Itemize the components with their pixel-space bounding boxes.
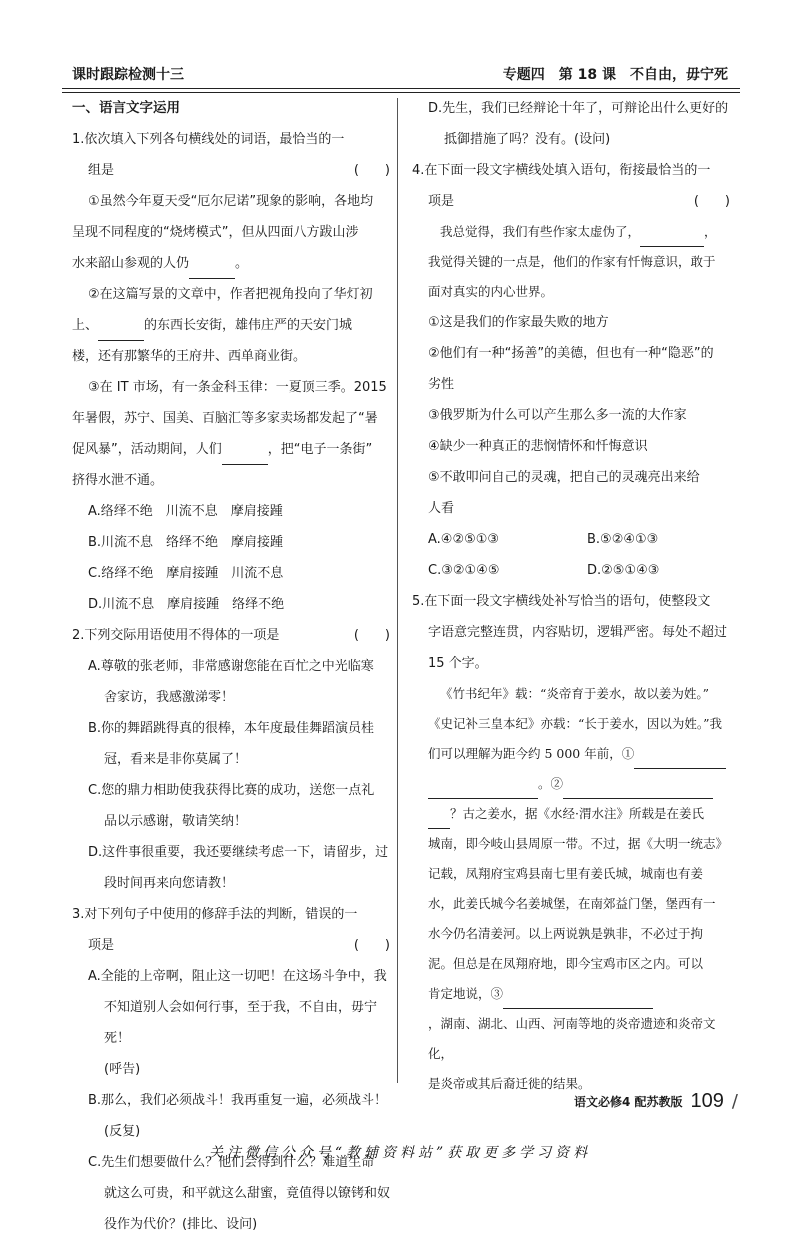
q5-passage-line2: 《史记补三皇本纪》亦载：“长于姜水，因以为姓。”我 (428, 716, 723, 731)
q1-option-c[interactable]: C.络绎不绝 摩肩接踵 川流不息 (88, 566, 284, 581)
q5-passage-line9: 水今仍名清姜河。以上两说孰是孰非，不必过于拘 (428, 926, 704, 941)
q5-passage-line10: 泥。但总是在凤翔府地，即今宝鸡市区之内。可以 (428, 956, 704, 971)
q2-option-b-cont: 冠，看来是非你莫属了！ (104, 752, 248, 767)
q1-stem-line1: 1.依次填入下列各句横线处的词语，最恰当的一 (72, 132, 345, 147)
q1-sentence1-line2: 呈现不同程度的“烧烤模式”，但从四面八方跋山涉 (72, 225, 359, 240)
q1-blank-3[interactable] (222, 448, 268, 465)
q1-stem-line2: 组是 ( ) (72, 155, 390, 186)
header-left-title: 课时跟踪检测十三 (72, 67, 184, 83)
q2-stem: 2.下列交际用语使用不得体的一项是 ( ) (72, 620, 390, 651)
q4-passage-line2: 我觉得关键的一点是，他们的作家有忏悔意识，敢于 (428, 254, 716, 269)
q5-passage-line4: 。② (412, 769, 730, 799)
q4-item-1: ①这是我们的作家最失败的地方 (428, 315, 609, 330)
watermark-note: 关注微信公众号“教辅资料站”获取更多学习资料 (208, 1145, 592, 1161)
q5-stem-line2: 字语意完整连贯，内容贴切，逻辑严密。每处不超过 (428, 625, 728, 640)
q5-passage-line8: 水，此姜氏城今名姜城堡，在南郊益门堡，堡西有一 (428, 896, 716, 911)
q4-options-row2 (412, 555, 730, 586)
q3-stem-line2: 项是 ( ) (72, 930, 390, 961)
q4-passage-line3: 面对真实的内心世界。 (428, 284, 554, 299)
q1-blank-1[interactable] (189, 262, 235, 279)
column-divider (397, 98, 398, 1083)
q5-blank-3[interactable] (503, 992, 653, 1009)
q1-option-b[interactable]: B.川流不息 络绎不绝 摩肩接踵 (88, 535, 284, 550)
header-right-title: 专题四 第 18 课 不自由，毋宁死 (502, 67, 728, 83)
q1-sentence3-line2: 年暑假，苏宁、国美、百脑汇等多家卖场都发起了“暑 (72, 411, 378, 426)
q1-option-d[interactable]: D.川流不息 摩肩接踵 络绎不绝 (88, 597, 285, 612)
q3-option-d[interactable]: D.先生，我们已经辩论十年了，可辩论出什么更好的 (428, 101, 729, 116)
q3-stem-line1: 3.对下列句子中使用的修辞手法的判断，错误的一 (72, 907, 358, 922)
q5-passage-line7: 记载，凤翔府宝鸡县南七里有姜氏城，城南也有姜 (428, 866, 704, 881)
q5-blank-2-cont[interactable] (428, 812, 450, 829)
q2-option-d-cont: 段时间再来向您请教！ (104, 876, 235, 891)
left-column (72, 93, 390, 1240)
q4-item-2-cont: 劣性 (428, 377, 455, 392)
q4-answer-paren: ( ) (693, 194, 730, 209)
q3-option-a-label: (呼告) (104, 1062, 141, 1077)
q5-passage-line11: 肯定地说，③ (412, 979, 730, 1009)
q5-passage-line13: 是炎帝或其后裔迁徙的结果。 (428, 1076, 591, 1091)
q4-option-a[interactable]: A.④②⑤①③ (428, 532, 500, 547)
q2-option-c-cont: 品以示感谢，敬请笑纳！ (104, 814, 248, 829)
header-rule (62, 88, 740, 89)
q4-options-row1 (412, 524, 730, 555)
q2-option-a-cont: 舍家访，我感激涕零！ (104, 690, 235, 705)
q2-option-d[interactable]: D.这件事很重要，我还要继续考虑一下，请留步，过 (88, 845, 389, 860)
q5-passage-line1: 《竹书纪年》载：“炎帝育于姜水，故以姜为姓。” (440, 686, 710, 701)
q1-sentence2-line1: ②在这篇写景的文章中，作者把视角投向了华灯初 (88, 287, 373, 302)
q2-answer-paren: ( ) (353, 628, 390, 643)
page-slash-mark: / (731, 1091, 738, 1112)
q1-blank-2[interactable] (98, 324, 144, 341)
page-footer (574, 1090, 738, 1113)
q5-passage-line6: 城南，即今岐山县周原一带。不过，据《大明一统志》 (428, 836, 729, 851)
q3-option-a[interactable]: A.全能的上帝啊，阻止这一切吧！在这场斗争中，我 (88, 969, 387, 984)
q2-option-c[interactable]: C.您的鼎力相助使我获得比赛的成功，送您一点礼 (88, 783, 375, 798)
q4-blank[interactable] (640, 230, 704, 247)
q1-sentence2-line2: 上、 的东西长安街，雄伟庄严的天安门城 (72, 310, 390, 341)
q1-sentence3-line4: 挤得水泄不通。 (72, 473, 164, 488)
q4-stem-line2: 项是 ( ) (412, 186, 730, 217)
q5-passage-line3: 们可以理解为距今约 5 000 年前，① (412, 739, 730, 769)
q1-sentence1-line1: ①虽然今年夏天受“厄尔尼诺”现象的影响，各地均 (88, 194, 374, 209)
q4-passage-line1: 我总觉得，我们有些作家太虚伪了， ， (412, 217, 730, 247)
q5-passage-line12: ，湖南、湖北、山西、河南等地的炎帝遗迹和炎帝文化， (428, 1016, 716, 1061)
q2-option-a[interactable]: A.尊敬的张老师，非常感谢您能在百忙之中光临寒 (88, 659, 374, 674)
q3-option-c-cont: 就这么可贵，和平就这么甜蜜，竟值得以镣铐和奴 (104, 1186, 391, 1201)
q3-option-a-cont: 不知道别人会如何行事，至于我，不自由，毋宁死！ (104, 1000, 378, 1046)
q4-item-5-cont: 人看 (428, 501, 455, 516)
q1-sentence3-line3: 促风暴”，活动期间，人们 ，把“电子一条街” (72, 434, 390, 465)
q4-stem-line1: 4.在下面一段文字横线处填入语句，衔接最恰当的一 (412, 163, 711, 178)
q4-item-2: ②他们有一种“扬善”的美德，但也有一种“隐恶”的 (428, 346, 714, 361)
q1-option-a[interactable]: A.络绎不绝 川流不息 摩肩接踵 (88, 504, 283, 519)
q4-item-5: ⑤不敢叩问自己的灵魂，把自己的灵魂亮出来给 (428, 470, 700, 485)
q1-sentence3-line1: ③在 IT 市场，有一条金科玉律：一夏顶三季。2015 (88, 380, 387, 395)
q3-answer-paren: ( ) (353, 938, 390, 953)
q5-stem-line3: 15 个字。 (428, 656, 488, 671)
q3-option-c-label: 役作为代价？(排比、设问) (104, 1217, 258, 1232)
q3-option-d-cont: 抵御措施了吗？没有。(设问) (444, 132, 611, 147)
q5-blank-1-cont[interactable] (428, 782, 538, 799)
q3-option-c[interactable]: C.先生们想要做什么？他们会得到什么？难道生命 (88, 1155, 375, 1170)
q4-option-d[interactable]: D.②⑤①④③ (587, 563, 660, 578)
q4-option-c[interactable]: C.③②①④⑤ (428, 563, 500, 578)
q1-sentence1-line3: 水来韶山参观的人仍 。 (72, 248, 390, 279)
q1-sentence2-line3: 楼，还有那繁华的王府井、西单商业街。 (72, 349, 307, 364)
q4-item-4: ④缺少一种真正的悲悯情怀和忏悔意识 (428, 439, 648, 454)
right-column (412, 93, 730, 1099)
q5-blank-1[interactable] (634, 752, 726, 769)
q5-stem-line1: 5.在下面一段文字横线处补写恰当的语句，使整段文 (412, 594, 711, 609)
q5-blank-2[interactable] (563, 782, 713, 799)
q4-item-3: ③俄罗斯为什么可以产生那么多一流的大作家 (428, 408, 687, 423)
book-edition-label: 语文必修4 配苏教版 (574, 1095, 683, 1109)
q4-option-b[interactable]: B.⑤②④①③ (587, 532, 659, 547)
q1-answer-paren: ( ) (353, 163, 390, 178)
q3-option-b-label: (反复) (104, 1124, 141, 1139)
section-title: 一、语言文字运用 (72, 100, 180, 116)
page-number: 109 (690, 1090, 724, 1112)
q5-passage-line5: ？古之姜水，据《水经·渭水注》所载是在姜氏 (412, 799, 730, 829)
q3-option-b[interactable]: B.那么，我们必须战斗！我再重复一遍，必须战斗！ (88, 1093, 388, 1108)
q2-option-b[interactable]: B.你的舞蹈跳得真的很棒，本年度最佳舞蹈演员桂 (88, 721, 375, 736)
